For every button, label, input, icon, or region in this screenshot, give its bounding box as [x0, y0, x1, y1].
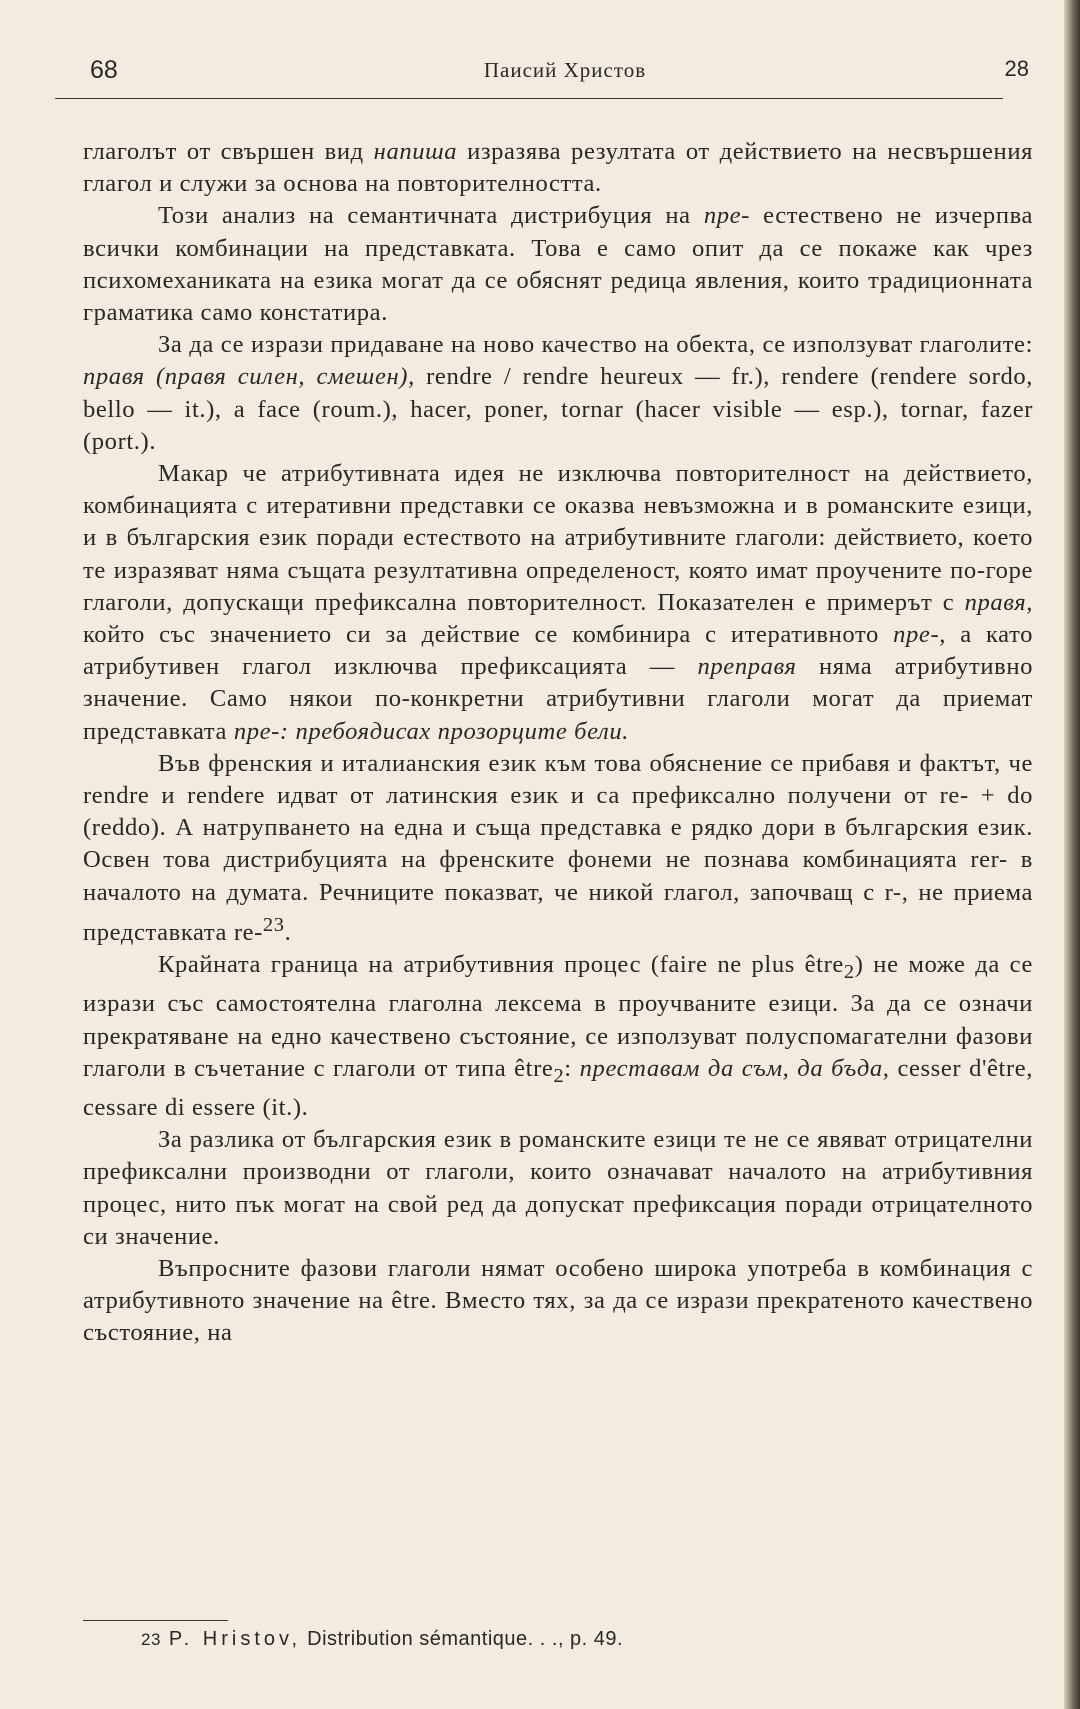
page-header — [85, 50, 1035, 90]
paragraph-6: Крайната граница на атрибутивния процес (faire ne plus être$_2$) не може да се изрази със самостоятелна глаголна лексема в проучваните езици. За да се означи прекратяване на едно качествено състояние, се използуват полуспомагателни фазови глаголи в съчетание с глаголи от типа être$_2$: преставам да съм, да бъда, cesser d'être, cessare di essere (it.). — [83, 951, 1034, 1121]
page-number: 68 — [90, 56, 118, 84]
footnote-text: Distribution sémantique. . ., p. 49. — [301, 1628, 624, 1650]
section-number: 28 — [1004, 56, 1029, 81]
body-text — [83, 136, 1033, 1350]
header-rule — [55, 98, 1003, 99]
footnote-author: P. Hristov, — [168, 1628, 302, 1650]
footnote-mark: 23 — [141, 1630, 161, 1649]
footnote — [141, 1628, 1021, 1651]
paragraph-3: За да се изрази придаване на ново качество на обекта, се използуват глаголите: правя (правя силен, смешен), rendre / rendre heureux — fr.), rendere (rendere sordo, bello — it.), a face (roum.), hacer, poner, tornar (hacer visible — esp.), tornar, fazer (port.). — [83, 331, 1033, 455]
paragraph-1: глаголът от свършен вид напиша изразява резултата от действието на несвършения глагол и служи за основа на повторителността. — [83, 138, 1033, 198]
footnote-ref[interactable]: 23 — [262, 913, 285, 936]
page-edge-shadow — [1064, 0, 1080, 1709]
paragraph-4: Макар че атрибутивната идея не изключва повторителност на действието, комбинацията с итеративни представки се оказва невъзможна и в романските езици, и в българския език поради естеството на атрибутивните глаголи: действието, което те изразяват няма същата резултативна определеност, която имат проучените по-горе глаголи, допускащи префиксална повторителност. Показателен е примерът с правя, който със значението си за действие се комбинира с итеративното пре-, а като атрибутивен глагол изключва префиксацията — преправя няма атрибутивно значение. Само някои по-конкретни атрибутивни глаголи могат да приемат представката пре-: пребоядисах прозорците бели. — [83, 460, 1034, 745]
running-title: Паисий Христов — [483, 58, 647, 82]
footnote-rule — [83, 1620, 228, 1621]
paragraph-5: Във френския и италианския език към това обяснение се прибавя и фактът, че rendre и rendere идват от латинския език и са префиксално получени от re- + do (reddo). А натрупването на една и съща представка е рядко дори в българския език. Освен това дистрибуцията на френските фонеми не познава комбинацията rer- в началото на думата. Речниците показват, че никой глагол, започващ с r-, не приема представката re-$^{23}$. — [83, 749, 1033, 947]
paragraph-8: Въпросните фазови глаголи нямат особено широка употреба в комбинация с атрибутивното значение на être. Вместо тях, за да се изрази прекратеното качествено състояние, на — [83, 1254, 1033, 1347]
paragraph-7: За разлика от българския език в романските езици те не се явяват отрицателни префиксални производни от глаголи, които означават началото на атрибутивния процес, нито пък могат на свой ред да допускат префиксация поради отрицателното си значение. — [83, 1126, 1033, 1250]
paragraph-2: Този анализ на семантичната дистрибуция на пре- естествено не изчерпва всички комбинации на представката. Това е само опит да се покаже как чрез психомеханиката на езика могат да се обяснят редица явления, които традиционната граматика само констатира. — [83, 202, 1033, 327]
